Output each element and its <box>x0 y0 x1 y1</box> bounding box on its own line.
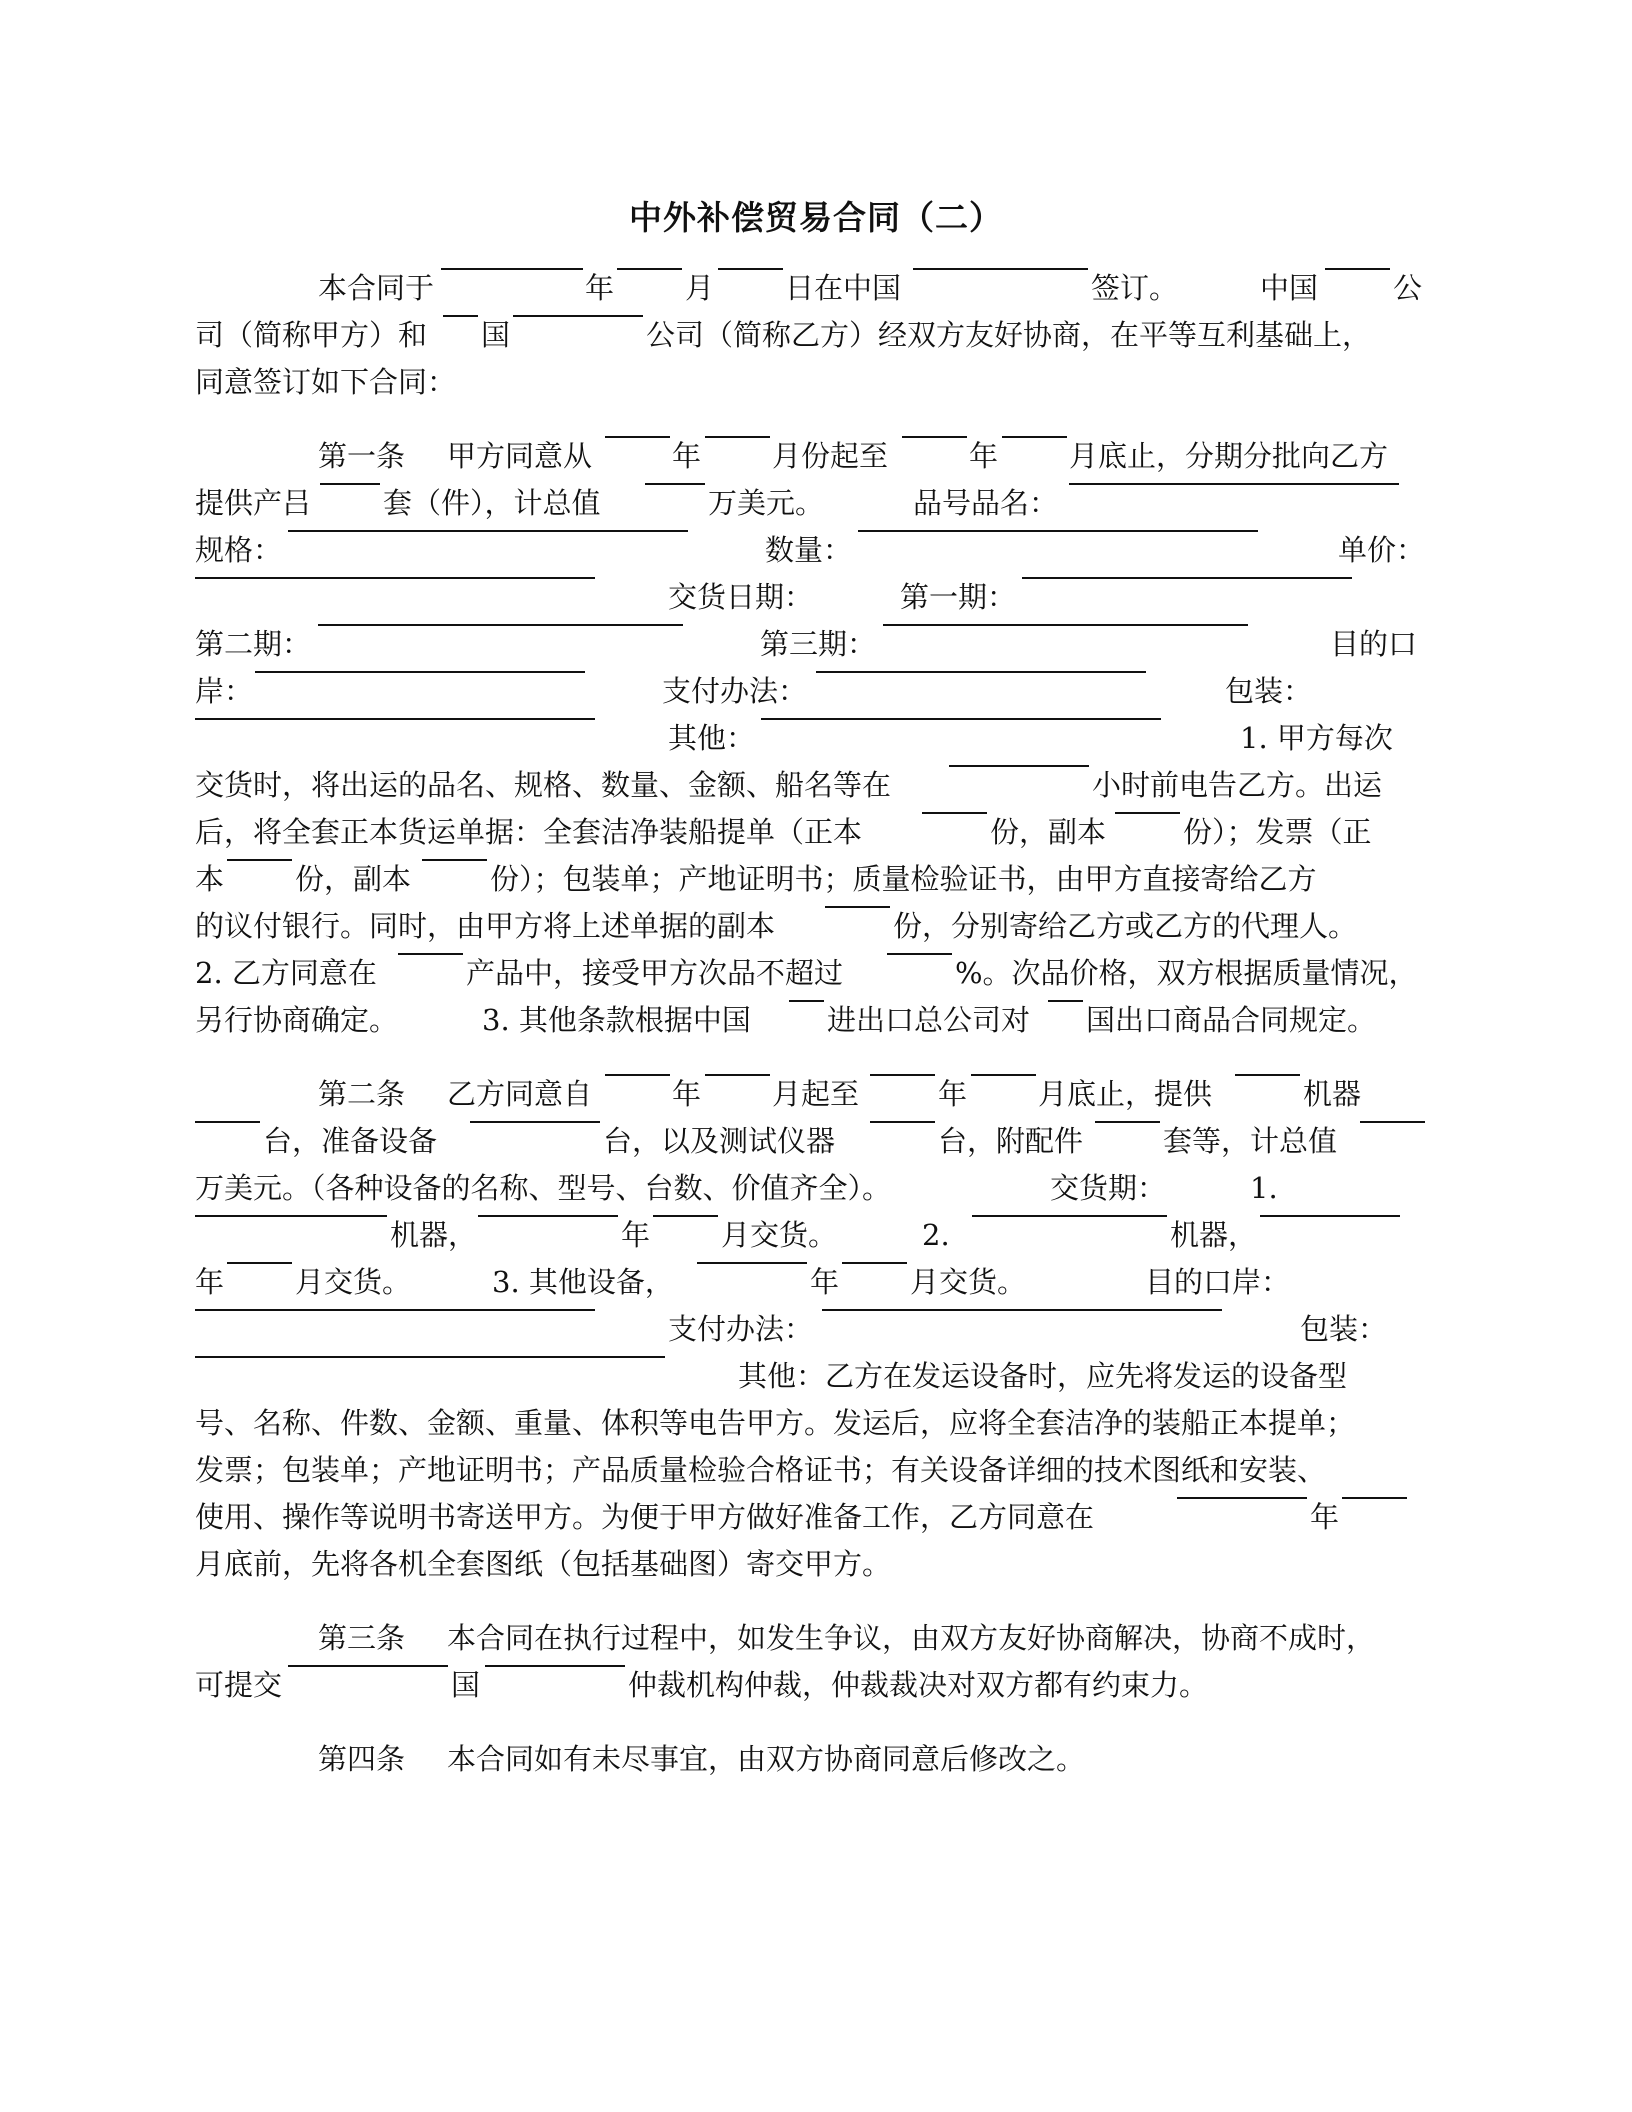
article-heading: 第二条 <box>318 1077 406 1111</box>
blank-field <box>398 953 463 955</box>
article3-line-1 <box>195 1618 1445 1658</box>
text: 年 <box>1310 1500 1340 1534</box>
article2-line-6 <box>195 1309 1445 1349</box>
text: 国出口商品合同规定。 <box>1086 1003 1377 1037</box>
blank-field <box>870 1074 935 1076</box>
blank-field <box>318 624 683 626</box>
blank-field <box>605 1074 670 1076</box>
text: 号、名称、件数、金额、重量、体积等电告甲方。发运后，应将全套洁净的装船正本提单； <box>195 1406 1356 1440</box>
blank-field <box>320 483 380 485</box>
blank-field <box>705 436 770 438</box>
text: 提供产吕 <box>195 486 312 520</box>
text: 本合同如有未尽事宜，由双方协商同意后修改之。 <box>447 1742 1086 1776</box>
text: 的议付银行。同时，由甲方将上述单据的副本 <box>195 909 776 943</box>
text: 同意签订如下合同： <box>195 365 457 399</box>
text: 月底止，提供 <box>1038 1077 1213 1111</box>
blank-field <box>513 315 643 317</box>
blank-field <box>441 268 583 270</box>
article1-line-2 <box>195 483 1445 523</box>
blank-field <box>822 1309 1222 1311</box>
text: 份）；包装单；产地证明书；质量检验证书，由甲方直接寄给乙方 <box>490 862 1317 896</box>
blank-field <box>883 624 1248 626</box>
blank-field <box>887 953 952 955</box>
text: 台，准备设备 <box>263 1124 438 1158</box>
blank-field <box>288 530 688 532</box>
text: 数量： <box>765 533 853 567</box>
blank-field <box>971 1074 1036 1076</box>
blank-field <box>1325 268 1390 270</box>
blank-field <box>1002 436 1067 438</box>
text: 第二期： <box>195 627 312 661</box>
blank-field <box>478 1215 618 1217</box>
text: 1. <box>1250 1171 1278 1205</box>
text: 其他：乙方在发运设备时，应先将发运的设备型 <box>738 1359 1348 1393</box>
text: 月底止，分期分批向乙方 <box>1069 439 1389 473</box>
text: 年 <box>672 439 702 473</box>
article4-line-1 <box>195 1739 1445 1779</box>
text: 可提交 <box>195 1668 283 1702</box>
text: 年 <box>585 271 615 305</box>
article2-line-9 <box>195 1450 1445 1490</box>
blank-field <box>1115 812 1180 814</box>
blank-field <box>697 1262 807 1264</box>
text: 万美元。 <box>708 486 825 520</box>
blank-field <box>761 718 1161 720</box>
text: 包装： <box>1300 1312 1388 1346</box>
text: 交货时，将出运的品名、规格、数量、金额、船名等在 <box>195 768 892 802</box>
text: 3. 其他条款根据中国 <box>482 1003 751 1037</box>
blank-field <box>227 859 292 861</box>
text: 本合同于 <box>318 271 435 305</box>
text: 规格： <box>195 533 283 567</box>
article1-line-4 <box>195 577 1445 617</box>
text: 2. <box>922 1218 950 1252</box>
text: 国 <box>481 318 511 352</box>
text: 品号品名： <box>913 486 1059 520</box>
preamble-line-3 <box>195 362 1445 402</box>
text: 机器， <box>1170 1218 1258 1252</box>
text: 第三期： <box>760 627 877 661</box>
text: 万美元。（各种设备的名称、型号、台数、价值齐全）。 <box>195 1171 892 1205</box>
text: 年 <box>810 1265 840 1299</box>
article1-line-5 <box>195 624 1445 664</box>
text: 3. 其他设备， <box>492 1265 674 1299</box>
article2-line-1 <box>195 1074 1445 1114</box>
article2-line-2 <box>195 1121 1445 1161</box>
blank-field <box>1069 483 1399 485</box>
text: 司（简称甲方）和 <box>195 318 428 352</box>
article2-line-3 <box>195 1168 1445 1208</box>
article-heading: 第四条 <box>318 1742 406 1776</box>
article1-line-11 <box>195 906 1445 946</box>
text: 机器， <box>390 1218 478 1252</box>
article2-line-11 <box>195 1544 1445 1584</box>
article1-line-6 <box>195 671 1445 711</box>
text: 份，副本 <box>295 862 412 896</box>
text: 签订。 <box>1091 271 1179 305</box>
text: 年 <box>969 439 999 473</box>
text: 产品中，接受甲方次品不超过 <box>466 956 844 990</box>
blank-field <box>1022 577 1352 579</box>
blank-field <box>1048 1000 1083 1002</box>
article1-line-13 <box>195 1000 1445 1040</box>
text: 单价： <box>1338 533 1426 567</box>
article1-line-8 <box>195 765 1445 805</box>
text: 月底前，先将各机全套图纸（包括基础图）寄交甲方。 <box>195 1547 892 1581</box>
blank-field <box>1235 1074 1300 1076</box>
text: 公司（简称乙方）经双方友好协商，在平等互利基础上， <box>646 318 1372 352</box>
article1-line-9 <box>195 812 1445 852</box>
blank-field <box>195 577 595 579</box>
preamble-line-2 <box>195 315 1445 355</box>
text: 发票；包装单；产地证明书；产品质量检验合格证书；有关设备详细的技术图纸和安装、 <box>195 1453 1327 1487</box>
blank-field <box>195 1121 260 1123</box>
text: 份）；发票（正 <box>1183 815 1372 849</box>
text: 年 <box>938 1077 968 1111</box>
text: 套等，计总值 <box>1163 1124 1338 1158</box>
blank-field <box>816 671 1146 673</box>
blank-field <box>195 1309 595 1311</box>
article2-line-10 <box>195 1497 1445 1537</box>
article3-line-2 <box>195 1665 1445 1705</box>
text: 机器 <box>1303 1077 1362 1111</box>
blank-field <box>913 268 1088 270</box>
blank-field <box>195 1215 387 1217</box>
blank-field <box>605 436 670 438</box>
text: 国 <box>451 1668 481 1702</box>
text: 目的口 <box>1330 627 1418 661</box>
text: 月 <box>685 271 715 305</box>
text: 日在中国 <box>785 271 902 305</box>
blank-field <box>645 483 705 485</box>
article2-line-4 <box>195 1215 1445 1255</box>
blank-field <box>1095 1121 1160 1123</box>
blank-field <box>1342 1497 1407 1499</box>
text: 月交货。 <box>721 1218 838 1252</box>
text: 仲裁机构仲裁，仲裁裁决对双方都有约束力。 <box>628 1668 1209 1702</box>
blank-field <box>902 436 967 438</box>
blank-field <box>972 1215 1167 1217</box>
blank-field <box>789 1000 824 1002</box>
article1-line-12 <box>195 953 1445 993</box>
text: 份，副本 <box>990 815 1107 849</box>
text: 目的口岸： <box>1145 1265 1291 1299</box>
text: 小时前电告乙方。出运 <box>1092 768 1383 802</box>
text: 台，附配件 <box>938 1124 1084 1158</box>
text: 后，将全套正本货运单据：全套洁净装船提单（正本 <box>195 815 863 849</box>
text: 支付办法： <box>662 674 808 708</box>
blank-field <box>227 1262 292 1264</box>
blank-field <box>870 1121 935 1123</box>
blank-field <box>949 765 1089 767</box>
text: 年 <box>195 1265 225 1299</box>
text: 公 <box>1393 271 1423 305</box>
article1-line-10 <box>195 859 1445 899</box>
text: 使用、操作等说明书寄送甲方。为便于甲方做好准备工作，乙方同意在 <box>195 1500 1095 1534</box>
article1-line-3 <box>195 530 1445 570</box>
text: 交货日期： <box>668 580 814 614</box>
text: 另行协商确定。 <box>195 1003 399 1037</box>
text: 月起至 <box>772 1077 860 1111</box>
article-heading: 第三条 <box>318 1621 406 1655</box>
article-heading: 第一条 <box>318 439 406 473</box>
blank-field <box>1260 1215 1400 1217</box>
text: 份，分别寄给乙方或乙方的代理人。 <box>893 909 1358 943</box>
blank-field <box>617 268 682 270</box>
article2-line-7 <box>195 1356 1445 1396</box>
blank-field <box>653 1215 718 1217</box>
blank-field <box>1177 1497 1307 1499</box>
blank-field <box>1360 1121 1425 1123</box>
blank-field <box>718 268 783 270</box>
blank-field <box>825 906 890 908</box>
blank-field <box>288 1665 448 1667</box>
blank-field <box>255 671 585 673</box>
blank-field <box>705 1074 770 1076</box>
text: 第一期： <box>900 580 1017 614</box>
text: 交货期： <box>1050 1171 1167 1205</box>
text: 台，以及测试仪器 <box>603 1124 836 1158</box>
text: 本合同在执行过程中，如发生争议，由双方友好协商解决，协商不成时， <box>447 1621 1376 1655</box>
text: 中国 <box>1260 271 1319 305</box>
text: %。次品价格，双方根据质量情况， <box>955 956 1418 990</box>
blank-field <box>922 812 987 814</box>
preamble-line-1 <box>195 268 1445 308</box>
blank-field <box>422 859 487 861</box>
article1-line-1 <box>195 436 1445 476</box>
text: 包装： <box>1225 674 1313 708</box>
text: 其他： <box>668 721 756 755</box>
article2-line-8 <box>195 1403 1445 1443</box>
text: 1. 甲方每次 <box>1240 721 1393 755</box>
text: 月交货。 <box>910 1265 1027 1299</box>
text: 进出口总公司对 <box>827 1003 1031 1037</box>
text: 2. 乙方同意在 <box>195 956 377 990</box>
text: 年 <box>621 1218 651 1252</box>
text: 月份起至 <box>772 439 889 473</box>
blank-field <box>842 1262 907 1264</box>
blank-field <box>858 530 1258 532</box>
blank-field <box>443 315 478 317</box>
article2-line-5 <box>195 1262 1445 1302</box>
text: 年 <box>672 1077 702 1111</box>
text: 本 <box>195 862 225 896</box>
text: 甲方同意从 <box>447 439 593 473</box>
text: 乙方同意自 <box>447 1077 593 1111</box>
blank-field <box>470 1121 600 1123</box>
text: 月交货。 <box>295 1265 412 1299</box>
text: 支付办法： <box>668 1312 814 1346</box>
document-title: 中外补偿贸易合同（二） <box>629 198 1003 237</box>
article1-line-7 <box>195 718 1445 758</box>
blank-field <box>195 718 595 720</box>
blank-field <box>195 1356 665 1358</box>
blank-field <box>485 1665 625 1667</box>
text: 岸： <box>195 674 254 708</box>
text: 套（件），计总值 <box>383 486 601 520</box>
